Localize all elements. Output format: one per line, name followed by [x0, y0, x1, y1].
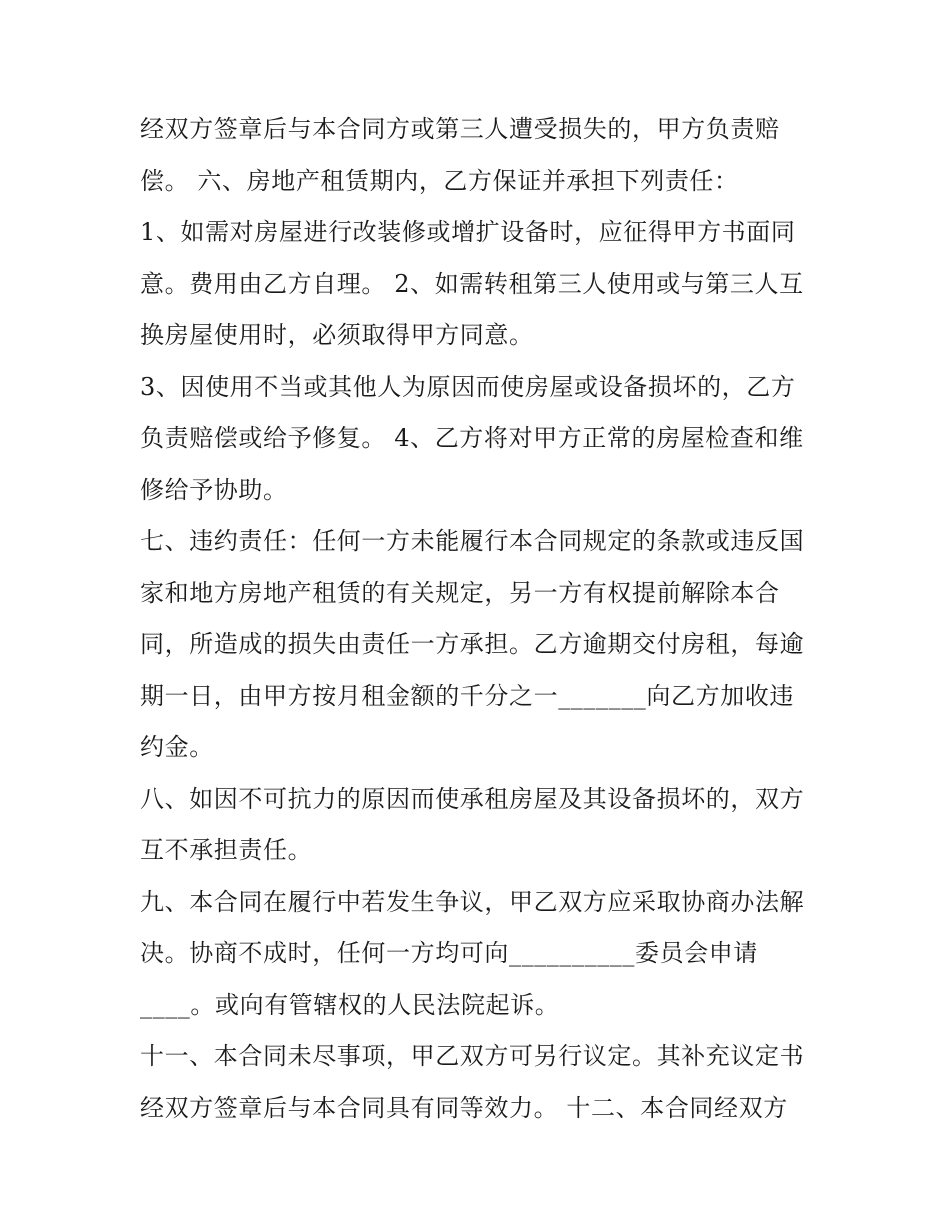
document-body	[140, 104, 830, 1134]
text-line: 修给予协助。	[140, 475, 288, 504]
text-line: 换房屋使用时，必须取得甲方同意。	[140, 321, 534, 349]
text-line: 七、违约责任：任何一方未能履行本合同规定的条款或违反国	[140, 527, 805, 555]
text-line: 九、本合同在履行中若发生争议，甲乙双方应采取协商办法解	[140, 887, 805, 916]
text-line: 经双方签章后与本合同具有同等效力。 十二、本合同经双方	[140, 1093, 788, 1122]
text-line: 1、如需对房屋进行改装修或增扩设备时，应征得甲方书面同	[140, 218, 796, 246]
text-line: 互不承担责任。	[140, 836, 313, 864]
text-line: 决。协商不成时，任何一方均可向__________委员会申请	[140, 939, 758, 967]
text-line: 经双方签章后与本合同方或第三人遭受损失的，甲方负责赔	[140, 115, 780, 143]
text-line: 3、因使用不当或其他人为原因而使房屋或设备损坏的，乙方	[140, 372, 796, 401]
text-line: 偿。 六、房地产租赁期内，乙方保证并承担下列责任：	[140, 166, 739, 195]
text-line: 负责赔偿或给予修复。 4、乙方将对甲方正常的房屋检查和维	[140, 424, 804, 452]
text-line: ____。或向有管辖权的人民法院起诉。	[140, 990, 560, 1019]
text-line: 八、如因不可抗力的原因而使承租房屋及其设备损坏的，双方	[140, 784, 805, 813]
text-line: 同，所造成的损失由责任一方承担。乙方逾期交付房租，每逾	[140, 630, 805, 658]
text-line: 家和地方房地产租赁的有关规定，另一方有权提前解除本合	[140, 578, 780, 607]
text-line: 期一日，由甲方按月租金额的千分之一_______向乙方加收违	[140, 681, 794, 710]
text-line: 十一、本合同未尽事项，甲乙双方可另行议定。其补充议定书	[140, 1042, 805, 1070]
text-line: 意。费用由乙方自理。 2、如需转租第三人使用或与第三人互	[140, 269, 804, 298]
text-line: 约金。	[140, 733, 214, 761]
